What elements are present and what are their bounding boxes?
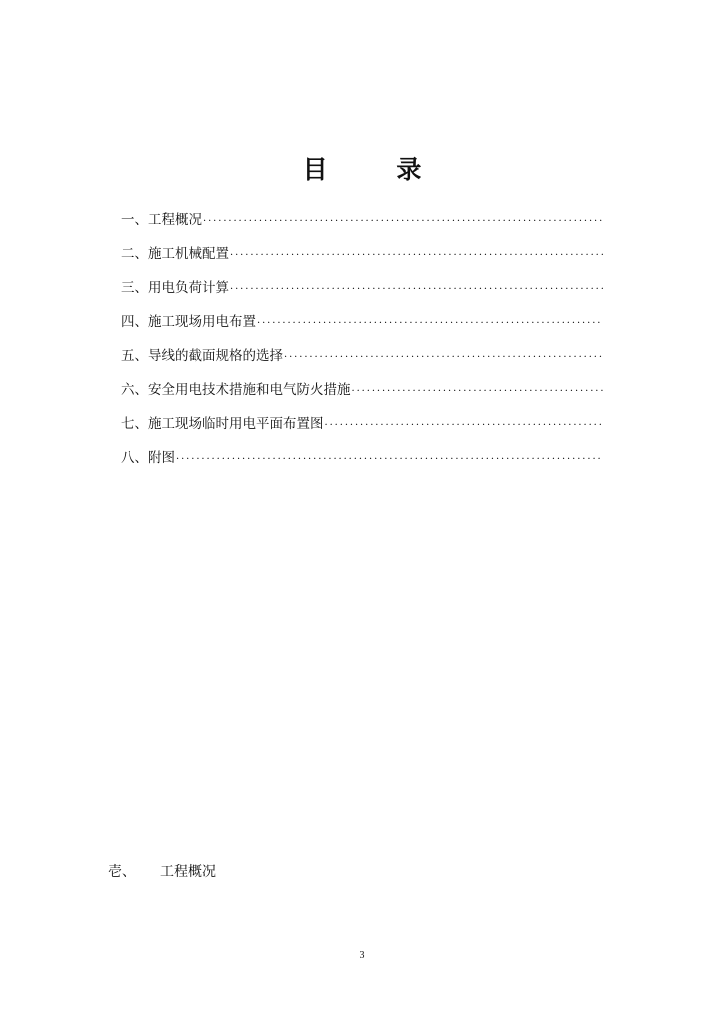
toc-item[interactable]	[121, 378, 603, 412]
toc-dot-leader	[325, 420, 604, 431]
toc-item[interactable]	[121, 344, 603, 378]
toc-item[interactable]	[121, 242, 603, 276]
toc-title: 目 录	[302, 155, 452, 184]
toc-list	[121, 208, 603, 480]
toc-dot-leader	[352, 386, 604, 397]
toc-item-label: 三、用电负荷计算	[121, 280, 229, 296]
section-number: 壱、	[108, 864, 136, 880]
toc-dot-leader	[284, 352, 603, 363]
toc-dot-leader	[203, 216, 603, 227]
toc-item-label: 六、安全用电技术措施和电气防火措施	[121, 382, 351, 398]
toc-dot-leader	[230, 250, 603, 261]
toc-item-label: 一、工程概况	[121, 212, 202, 228]
toc-item[interactable]	[121, 208, 603, 242]
toc-item-label: 五、导线的截面规格的选择	[121, 348, 283, 364]
section-heading	[108, 861, 216, 881]
toc-item[interactable]	[121, 446, 603, 480]
section-title: 工程概况	[160, 864, 216, 880]
toc-item-label: 二、施工机械配置	[121, 246, 229, 262]
toc-item-label: 七、施工现场临时用电平面布置图	[121, 416, 324, 432]
toc-item[interactable]	[121, 412, 603, 446]
toc-dot-leader	[230, 284, 603, 295]
toc-dot-leader	[176, 454, 603, 465]
toc-item[interactable]	[121, 276, 603, 310]
toc-item[interactable]	[121, 310, 603, 344]
page-number: 3	[359, 950, 365, 961]
toc-dot-leader	[257, 318, 603, 329]
toc-item-label: 八、附图	[121, 450, 175, 466]
toc-item-label: 四、施工现场用电布置	[121, 314, 256, 330]
